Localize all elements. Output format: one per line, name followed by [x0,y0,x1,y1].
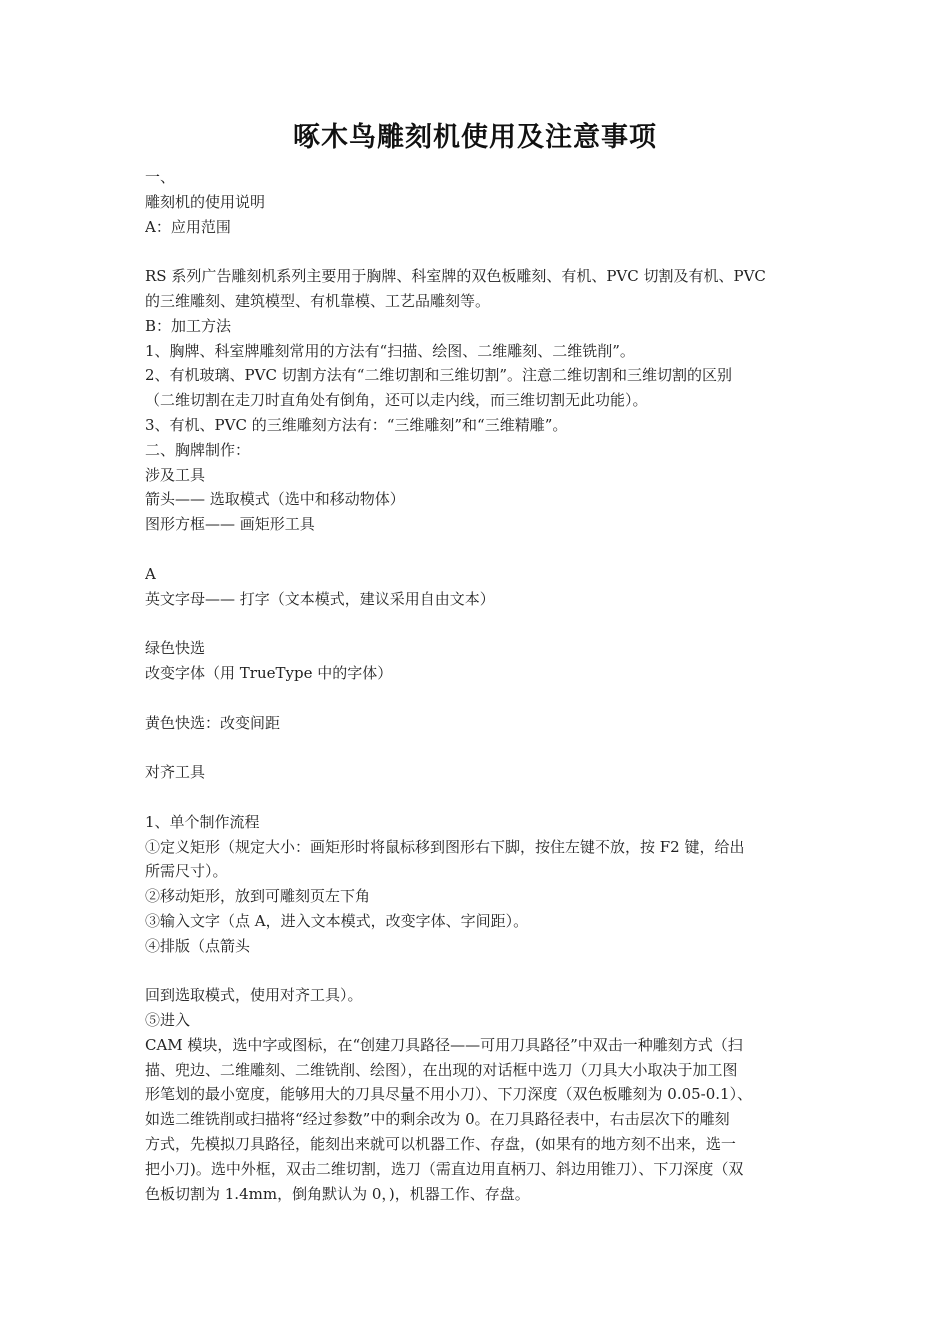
text-line: RS 系列广告雕刻机系列主要用于胸牌、科室牌的双色板雕刻、有机、PVC 切割及有机、PVC [145,267,766,286]
text-line: 色板切割为 1.4mm，倒角默认为 0，)，机器工作、存盘。 [145,1184,530,1203]
text-line: 雕刻机的使用说明 [145,192,266,211]
text-line: A：应用范围 [145,217,231,236]
text-line: 3、有机、PVC 的三维雕刻方法有：“三维雕刻”和“三维精雕”。 [145,415,568,434]
text-line: 二、胸牌制作： [145,440,251,459]
text-line: 涉及工具 [145,465,206,484]
text-line: 英文字母—— 打字（文本模式，建议采用自由文本） [145,589,495,608]
text-line: B：加工方法 [145,316,232,335]
blank-line [145,785,807,810]
blank-line [145,537,807,562]
text-line: 改变字体（用 TrueType 中的字体） [145,663,393,682]
text-line: 一、 [145,168,176,186]
text-line: 回到选取模式，使用对齐工具）。 [145,986,363,1005]
text-line: 1、胸牌、科室牌雕刻常用的方法有“扫描、绘图、二维雕刻、二维铣削”。 [145,341,635,360]
blank-line [145,735,807,760]
text-line: 图形方框—— 画矩形工具 [145,515,315,534]
text-line: 描、兜边、二维雕刻、二维铣削、绘图），在出现的对话框中选刀（刀具大小取决于加工图 [145,1060,738,1079]
text-line: 如选二维铣削或扫描将“经过参数”中的剩余改为 0。在刀具路径表中，右击层次下的雕刻 [145,1110,730,1129]
text-line: CAM 模块，选中字或图标，在“创建刀具路径——可用刀具路径”中双击一种雕刻方式（扫 [145,1035,743,1054]
text-line: 对齐工具 [145,763,206,782]
text-line: ②移动矩形，放到可雕刻页左下角 [145,887,371,906]
text-line: A [145,564,156,583]
text-line: ④排版（点箭头 [145,936,251,955]
text-line: ①定义矩形（规定大小：画矩形时将鼠标移到图形右下脚，按住左键不放，按 F2 键，给出 [145,837,745,856]
text-line: 方式，先模拟刀具路径，能刻出来就可以机器工作、存盘，(如果有的地方刻不出来，选一 [145,1135,736,1154]
document-title: 啄木鸟雕刻机使用及注意事项 [293,122,657,153]
text-line: 箭头—— 选取模式（选中和移动物体） [145,490,405,509]
text-line: 的三维雕刻、建筑模型、有机靠模、工艺品雕刻等。 [145,291,491,310]
text-line: 黄色快选：改变间距 [145,713,281,732]
blank-line [145,686,807,711]
blank-line [145,611,807,636]
text-line: ③输入文字（点 A，进入文本模式，改变字体、字间距）。 [145,911,529,930]
text-line: 2、有机玻璃、PVC 切割方法有“二维切割和三维切割”。注意二维切割和三维切割的区别 [145,366,733,385]
text-line: （二维切割在走刀时直角处有倒角，还可以走内线，而三维切割无此功能）。 [145,391,648,410]
blank-line [145,959,807,984]
blank-line [145,239,807,264]
text-line: 绿色快选 [145,639,206,658]
text-line: 所需尺寸）。 [145,862,228,881]
document-body [145,165,807,1206]
text-line: 形笔划的最小宽度，能够用大的刀具尽量不用小刀）、下刀深度（双色板雕刻为 0.05-0.1）、 [145,1085,753,1104]
text-line: 把小刀)。选中外框，双击二维切割，选刀（需直边用直柄刀、斜边用锥刀）、下刀深度（双 [145,1159,744,1178]
text-line: ⑤进入 [145,1011,191,1030]
text-line: 1、单个制作流程 [145,812,260,831]
